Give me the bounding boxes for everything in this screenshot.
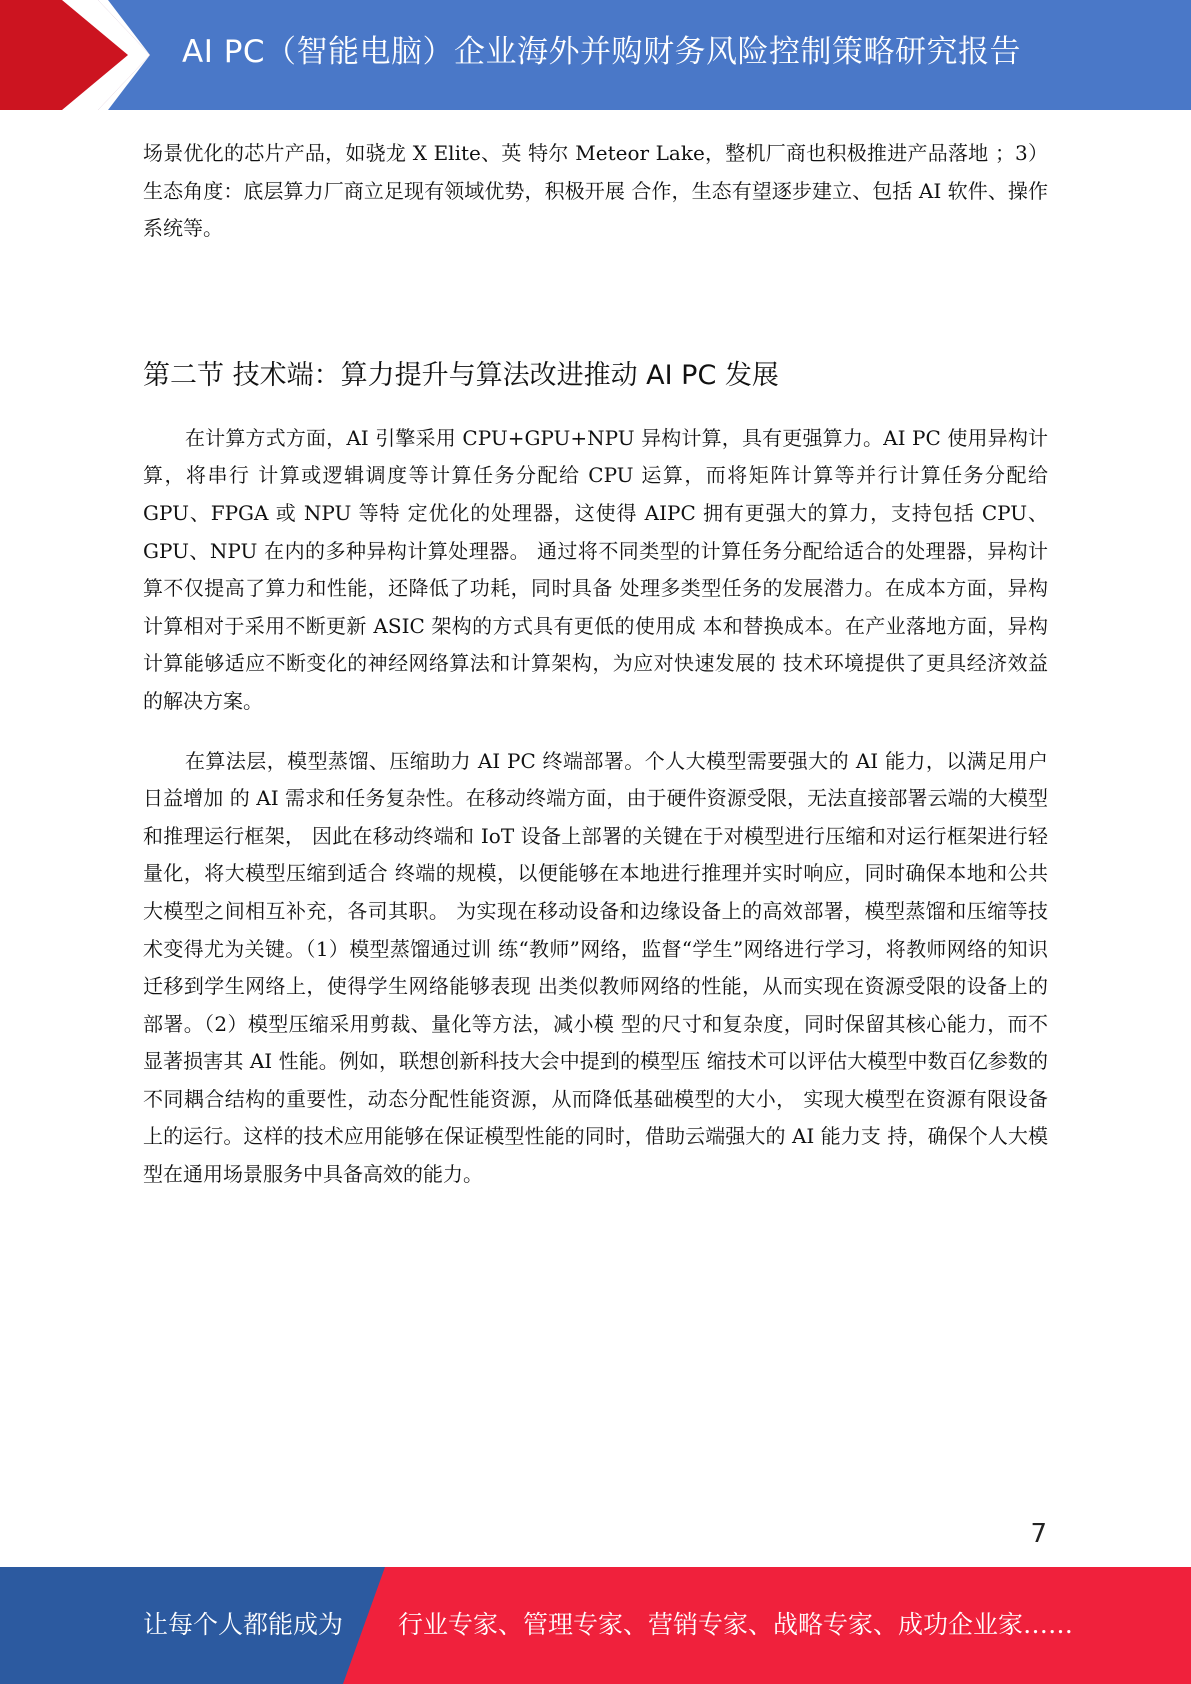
lead-paragraph: 场景优化的芯片产品，如骁龙 X Elite、英 特尔 Meteor Lake，整机厂商也积极推进产品落地 ；3）生态角度：底层算力厂商立足现有领域优势，积极开展 合作，生态有望逐步建立、包括 AI 软件、操作系统等。 — [143, 141, 1048, 241]
footer-banner — [0, 1567, 1191, 1684]
page-number: 7 — [1030, 1519, 1047, 1549]
paragraph-algorithm: 在算法层，模型蒸馏、压缩助力 AI PC 终端部署。个人大模型需要强大的 AI 能力，以满足用户日益增加 的 AI 需求和任务复杂性。在移动终端方面，由于硬件资源受限，无法直接部署云端的大模型和推理运行框架， 因此在移动终端和 IoT 设备上部署的关键在于对模型进行压缩和对运行框架进行轻量化，将大模型压缩到适合 终端的规模，以便能够在本地进行推理并实时响应，同时确保本地和公共大模型之间相互补充，各司其职。 为实现在移动设备和边缘设备上的高效部署，模型蒸馏和压缩等技术变得尤为关键。（1）模型蒸馏通过训 练“教师”网络，监督“学生”网络进行学习，将教师网络的知识迁移到学生网络上，使得学生网络能够表现 出类似教师网络的性能，从而实现在资源受限的设备上的部署。（2）模型压缩采用剪裁、量化等方法，减小模 型的尺寸和复杂度，同时保留其核心能力，而不显著损害其 AI 性能。例如，联想创新科技大会中提到的模型压 缩技术可以评估大模型中数百亿参数的不同耦合结构的重要性，动态分配性能资源，从而降低基础模型的大小， 实现大模型在资源有限设备上的运行。这样的技术应用能够在保证模型性能的同时，借助云端强大的 AI 能力支 持，确保个人大模型在通用场景服务中具备高效的能力。 — [143, 748, 1048, 1187]
section-heading: 第二节 技术端：算力提升与算法改进推动 AI PC 发展 — [143, 359, 779, 391]
footer-slogan-left: 让每个人都能成为 — [143, 1610, 344, 1639]
report-title: AI PC（智能电脑）企业海外并购财务风险控制策略研究报告 — [182, 34, 1022, 70]
footer-slogan-right: 行业专家、管理专家、营销专家、战略专家、成功企业家…… — [398, 1610, 1074, 1639]
paragraph-computing: 在计算方式方面，AI 引擎采用 CPU+GPU+NPU 异构计算，具有更强算力。AI PC 使用异构计算，将串行 计算或逻辑调度等计算任务分配给 CPU 运算，而将矩阵计算等并行计算任务分配给 GPU、FPGA 或 NPU 等特 定优化的处理器，这使得 AIPC 拥有更强大的算力，支持包括 CPU、GPU、NPU 在内的多种异构计算处理器。 通过将不同类型的计算任务分配给适合的处理器，异构计算不仅提高了算力和性能，还降低了功耗，同时具备 处理多类型任务的发展潜力。在成本方面，异构计算相对于采用不断更新 ASIC 架构的方式具有更低的使用成 本和替换成本。在产业落地方面，异构计算能够适应不断变化的神经网络算法和计算架构，为应对快速发展的 技术环境提供了更具经济效益的解决方案。 — [143, 425, 1048, 713]
header-banner — [0, 0, 1191, 110]
page-content — [143, 135, 1048, 1194]
